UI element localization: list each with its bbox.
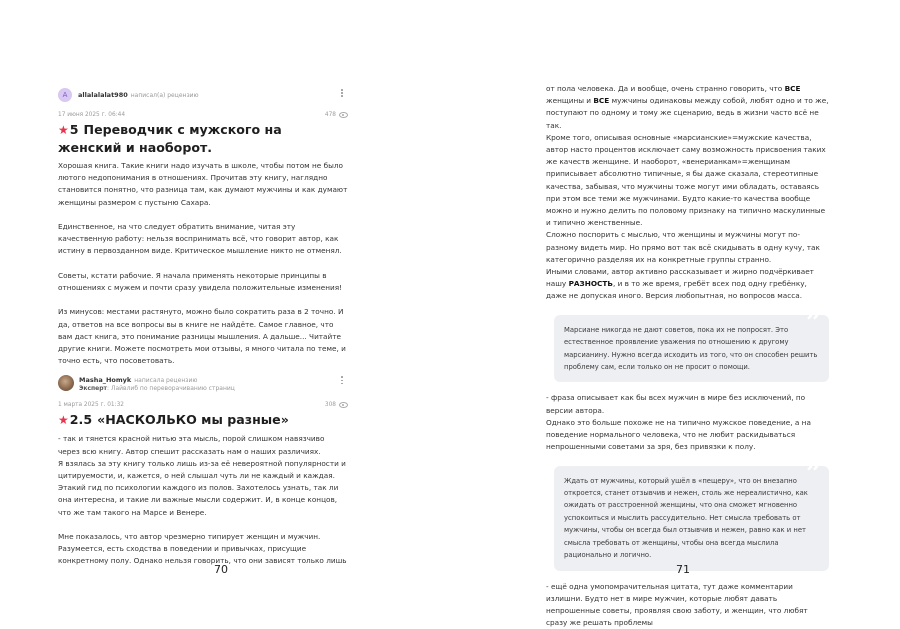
more-options-icon[interactable] [341, 376, 344, 384]
right-page [450, 0, 900, 628]
review-meta [58, 402, 348, 408]
paragraph: Мне показалось, что автор чрезмерно типирует женщин и мужчин. Разумеется, есть сходства в поведении и привычках, присущие конкретному полу. Однако нельзя говорить, что они зависят только лишь [58, 532, 347, 566]
text: мужчины одинаковы между собой, любят одно и то же, поступают по одному и тому же сценарию, ведь в жизни часто всё не так. [546, 96, 829, 130]
review-title [58, 411, 348, 429]
text: женщины и [546, 96, 594, 106]
emphasis: ВСЕ [593, 96, 610, 106]
paragraph: - фраза описывает как бы всех мужчин в мире без исключений, по версии автора. [546, 393, 806, 415]
eye-icon [339, 402, 348, 408]
paragraph: Из минусов: местами растянуто, можно было сократить раза в 2 точно. И да, ответов на все вопросы вы в книге не найдёте. Самое главное, что вам даст книга, это понимание разницы мышления. А дальше... Читайте другие книги. Можете посмотреть мои отзывы, я много читала по теме, и точно есть, что посоветовать. [58, 307, 346, 366]
review-body [58, 433, 348, 567]
avatar: A [58, 88, 72, 102]
expert-text: Лайвлиб по переворачиванию страниц [110, 385, 235, 393]
review-date: 17 июня 2025 г. 06:44 [58, 112, 126, 118]
paragraph: Единственное, на что следует обратить внимание, читая эту качественную работу: нельзя воспринимать всё, что говорит автор, как истину в первозданном виде. Критическое мышление никто не отменял. [58, 222, 342, 256]
user-block [79, 373, 235, 393]
quote-block [554, 458, 829, 571]
review-header [58, 86, 348, 104]
star-icon: ★ [58, 413, 69, 428]
left-column [58, 86, 348, 568]
paragraph: - так и тянется красной нитью эта мысль, порой слишком навязчиво через всю книгу. Автор спешит рассказать нам о наших различиях. [58, 434, 325, 456]
review-title-text: Переводчик с мужского на женский и наоборот. [58, 122, 282, 155]
review-meta [58, 112, 348, 118]
quote-icon: ” [806, 307, 821, 338]
eye-icon [339, 112, 348, 118]
views-count [325, 402, 348, 408]
left-page [0, 0, 450, 604]
quote-icon: ” [806, 458, 821, 489]
views-count [325, 112, 348, 118]
review-body [58, 160, 348, 367]
username[interactable]: allalalalat980 [78, 91, 128, 99]
expert-label: Эксперт [79, 385, 108, 393]
review-title [58, 121, 348, 156]
avatar [58, 375, 74, 391]
text: Иными словами, автор активно рассказывает и жирно подчёркивает нашу [546, 267, 814, 289]
paragraph [546, 83, 829, 132]
paragraph: - ещё одна умопомрачительная цитата, тут даже комментарии излишни. Будто нет в мире мужчин, которые любят давать непрошенные советы, проявляя свою заботу, и женщин, что любят сразу же решать проблемы [546, 581, 808, 628]
user-action: написал(а) рецензию [130, 91, 199, 99]
page-number: 71 [676, 563, 690, 576]
page-number: 70 [214, 563, 228, 576]
paragraph: Я взялась за эту книгу только лишь из-за её невероятной популярности и цитируемости, и, кажется, о ней слышал чуть ли не каждый и каждая. Этакий гид по психологии каждого из полов. Захотелось узнать, так ли она интересна, и такие ли важные мысли содержит. И, в конце концов, что же там такого на Марсе и Венере. [58, 458, 346, 517]
paragraph: Однако это больше похоже не на типично мужское поведение, а на поведение нормального человека, что не любит раскидываться непрошенными советами за зря, без привязки к полу. [546, 417, 811, 452]
text: от пола человека. Да и вообще, очень странно говорить, что [546, 84, 785, 93]
paragraph [546, 266, 829, 303]
views-number: 308 [324, 402, 336, 409]
paragraph: Кроме того, описывая основные «марсианские»=мужские качества, автор насто процентов исключает саму возможность присвоения таких же качеств женщине. И наоборот, «венерианкам»=женщинам приписывает абсолютно типичные, я бы даже сказала, стереотипные качества, забывая, что мужчины тоже могут ими обладать, оставаясь при этом все теми же мужчинами. Будто какие-то качества вообще можно и нужно делить по половому признаку на типично маскулинные и типично женственные. [546, 132, 826, 228]
emphasis: ВСЕ [784, 84, 801, 93]
review-date: 1 марта 2025 г. 01:32 [58, 402, 124, 409]
more-options-icon[interactable] [341, 89, 344, 97]
review-body [546, 392, 829, 453]
paragraph: Хорошая книга. Такие книги надо изучать в школе, чтобы потом не было лютого недопонимания в отношениях. Прочитав эту книгу, наглядно становится понятно, что разница там, как думают мужчины и как думают женщины размером с пустыню Сахара. [58, 161, 348, 207]
paragraph: Сложно поспорить с мыслью, что женщины и мужчины могут по-разному видеть мир. Но прямо вот так всё скидывать в одну кучу, так категорично разделяя их на конкретные группы странно. [546, 230, 820, 264]
continued-review-body [546, 83, 829, 303]
star-icon: ★ [58, 123, 69, 137]
rating-value: 5 [69, 122, 79, 137]
quote-text: Марсиане никогда не дают советов, пока их не попросят. Это естественное проявление уважения по отношению к другому марсианину. Нужно всегда исходить из того, что он способен решить проблему сам, если только он не просит о помощи. [564, 325, 818, 372]
review-title-text: «НАСКОЛЬКО мы разные» [97, 412, 289, 428]
expert-line: Эксперт: Лайвлиб по переворачиванию страниц [79, 385, 235, 393]
emphasis: РАЗНОСТЬ [568, 279, 613, 289]
user-action: написала рецензию [134, 377, 198, 385]
quote-text: Ждать от мужчины, который ушёл в «пещеру», что он внезапно откроется, станет отзывчив и нежен, столь же нереалистично, как ожидать от расстроенной женщины, что она сможет мгновенно успокоиться и мыслить рассудительно. Нет смысла требовать от мужчины, чтобы он всегда был отзывчив и нежен, равно как и нет смысла требовать от женщины, чтобы она всегда мыслила рационально и логично. [564, 476, 808, 560]
review-body [546, 581, 829, 629]
paragraph: Советы, кстати рабочие. Я начала применять некоторые принципы в отношениях с мужем и почти сразу увидела положительные изменения! [58, 270, 343, 292]
review-header [58, 373, 348, 393]
views-number: 478 [324, 112, 336, 118]
quote-block [554, 307, 829, 383]
rating-value: 2.5 [69, 412, 93, 428]
username[interactable]: Masha_Homyk [79, 376, 132, 385]
right-column [546, 83, 829, 629]
text: , и в то же время, гребёт всех под одну гребёнку, даже не допуская иного. Версия любопытная, но вопросов масса. [546, 279, 807, 301]
